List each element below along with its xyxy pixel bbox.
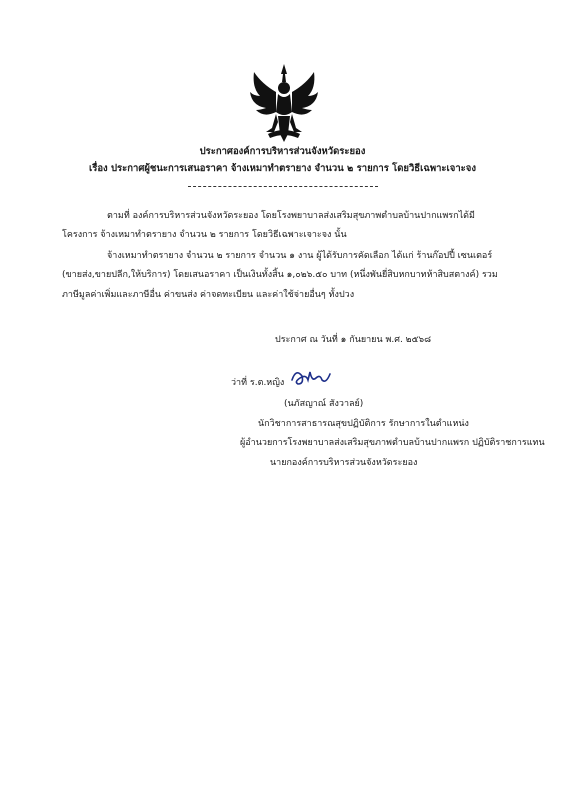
separator-line — [188, 186, 378, 187]
signature — [288, 366, 334, 388]
paragraph-1-line-2: โครงการ จ้างเหมาทำตรายาง จำนวน ๒ รายการ โดยวิธีเฉพาะเจาะจง นั้น — [62, 230, 347, 240]
paragraph-2-line-3: ภาษีมูลค่าเพิ่มและภาษีอื่น ค่าขนส่ง ค่าจดทะเบียน และค่าใช้จ่ายอื่นๆ ทั้งปวง — [62, 290, 355, 300]
signer-position-line-1: นักวิชาการสาธารณสุขปฏิบัติการ รักษาการในตำแหน่ง — [258, 419, 469, 429]
announcement-subject: เรื่อง ประกาศผู้ชนะการเสนอราคา จ้างเหมาทำตรายาง จำนวน ๒ รายการ โดยวิธีเฉพาะเจาะจง — [89, 163, 476, 174]
signer-name: (นภัสญาณ์ สังวาลย์) — [284, 399, 364, 409]
announcement-title: ประกาศองค์การบริหารส่วนจังหวัดระยอง — [199, 146, 366, 157]
paragraph-2-line-2: (ขายส่ง,ขายปลีก,ให้บริการ) โดยเสนอราคา เป็นเงินทั้งสิ้น ๑,๐๒๖.๕๐ บาท (หนึ่งพันยี่สิบหกบาทห้าสิบสตางค์) รวม — [62, 270, 498, 280]
announcement-date: ประกาศ ณ วันที่ ๑ กันยายน พ.ศ. ๒๕๖๘ — [275, 335, 432, 345]
paragraph-2-line-1: จ้างเหมาทำตรายาง จำนวน ๒ รายการ จำนวน ๑ งาน ผู้ได้รับการคัดเลือก ได้แก่ ร้านก๊อปปี้ เซนเตอร์ — [107, 251, 493, 261]
garuda-emblem — [248, 62, 320, 144]
signer-position-line-2: ผู้อำนวยการโรงพยาบาลส่งเสริมสุขภาพตำบลบ้านปากแพรก ปฏิบัติราชการแทน — [240, 438, 545, 448]
paragraph-1-line-1: ตามที่ องค์การบริหารส่วนจังหวัดระยอง โดยโรงพยาบาลส่งเสริมสุขภาพตำบลบ้านปากแพรกได้มี — [107, 211, 475, 221]
signer-position-line-3: นายกองค์การบริหารส่วนจังหวัดระยอง — [270, 458, 418, 468]
signer-title: ว่าที่ ร.ต.หญิง — [231, 378, 285, 388]
